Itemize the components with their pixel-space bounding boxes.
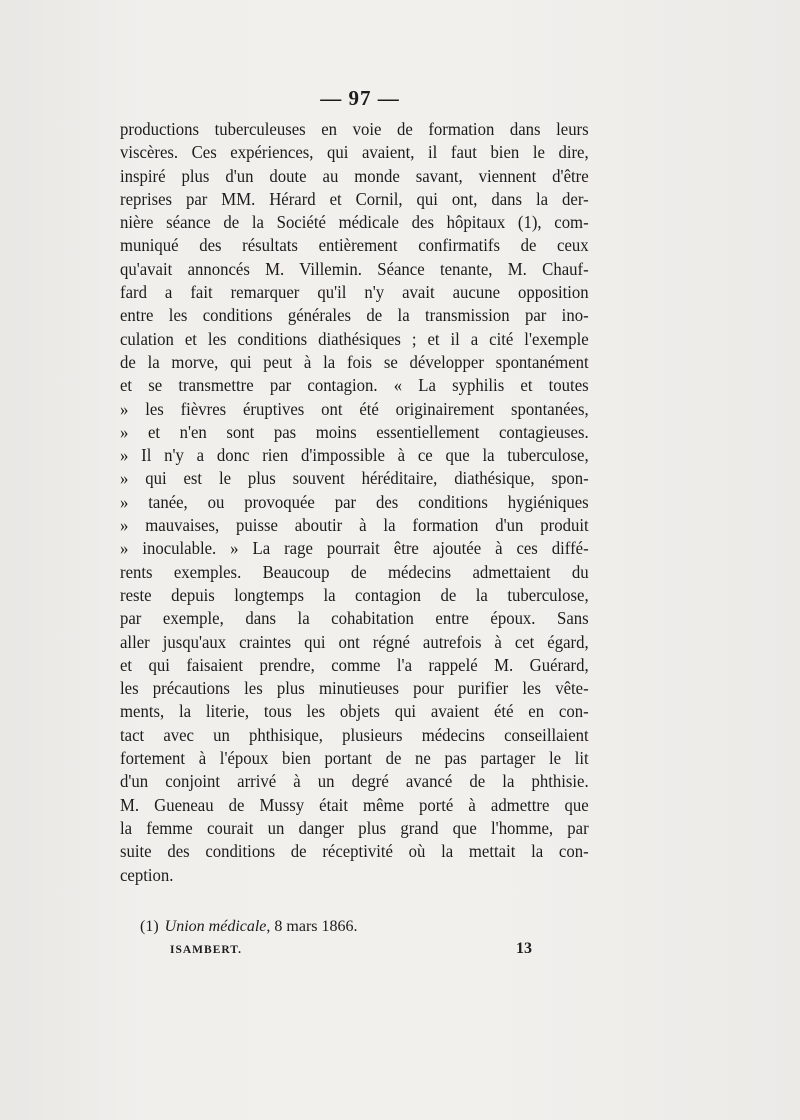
footnote-marker: (1) <box>140 918 159 935</box>
text-line: » tanée, ou provoquée par des conditions hygiéniques <box>120 491 589 512</box>
text-line: » les fièvres éruptives ont été originairement spontanées, <box>120 398 589 419</box>
text-line: aller jusqu'aux craintes qui ont régné autrefois à cet égard, <box>120 631 589 652</box>
text-line: qu'avait annoncés M. Villemin. Séance tenante, M. Chauf- <box>120 258 589 279</box>
text-line: » qui est le plus souvent héréditaire, diathésique, spon- <box>120 468 589 489</box>
text-line: tact avec un phthisique, plusieurs médecins conseillaient <box>120 724 589 745</box>
sheet-number: 13 <box>516 940 532 957</box>
text-line: culation et les conditions diathésiques ; et il a cité l'exemple <box>120 328 589 349</box>
text-line: fard a fait remarquer qu'il n'y avait aucune opposition <box>120 282 589 303</box>
signature-mark: ISAMBERT. <box>170 944 242 956</box>
footnote <box>140 916 560 938</box>
text-line: par exemple, dans la cohabitation entre époux. Sans <box>120 608 589 629</box>
text-line: de la morve, qui peut à la fois se développer spontanément <box>120 351 589 372</box>
text-line: entre les conditions générales de la transmission par ino- <box>120 305 589 326</box>
text-line: et se transmettre par contagion. « La syphilis et toutes <box>120 375 589 396</box>
text-line: muniqué des résultats entièrement confirmatifs de ceux <box>120 235 589 256</box>
text-line: viscères. Ces expériences, qui avaient, il faut bien le dire, <box>120 142 589 163</box>
text-line: productions tuberculeuses en voie de formation dans leurs <box>120 119 589 139</box>
text-line: reste depuis longtemps la contagion de la tuberculose, <box>120 584 589 605</box>
text-line: rents exemples. Beaucoup de médecins admettaient du <box>120 561 589 582</box>
text-line: » Il n'y a donc rien d'impossible à ce que la tuberculose, <box>120 445 589 466</box>
text-line: ception. <box>120 864 174 885</box>
text-line: les précautions les plus minutieuses pour purifier les vête- <box>120 678 589 699</box>
page-number: — 97 — <box>320 86 400 110</box>
text-line: la femme courait un danger plus grand que l'homme, par <box>120 817 589 838</box>
text-line: d'un conjoint arrivé à un degré avancé de la phthisie. <box>120 771 589 792</box>
text-line: inspiré plus d'un doute au monde savant, viennent d'être <box>120 165 589 186</box>
text-line: » et n'en sont pas moins essentiellement contagieuses. <box>120 421 589 442</box>
footnote-source: Union médicale <box>164 918 267 935</box>
text-line: fortement à l'époux bien portant de ne pas partager le lit <box>120 748 589 769</box>
text-line: reprises par MM. Hérard et Cornil, qui ont, dans la der- <box>120 188 589 209</box>
text-line: ments, la literie, tous les objets qui avaient été en con- <box>120 701 589 722</box>
text-line: M. Gueneau de Mussy était même porté à admettre que <box>120 794 589 815</box>
text-line: » inoculable. » La rage pourrait être ajoutée à ces diffé- <box>120 538 589 559</box>
text-line: nière séance de la Société médicale des hôpitaux (1), com- <box>120 212 589 233</box>
text-line: et qui faisaient prendre, comme l'a rappelé M. Guérard, <box>120 654 589 675</box>
footnote-date: , 8 mars 1866. <box>266 918 358 935</box>
text-line: suite des conditions de réceptivité où la mettait la con- <box>120 841 589 862</box>
body-text <box>120 118 589 887</box>
text-line: » mauvaises, puisse aboutir à la formation d'un produit <box>120 515 589 536</box>
